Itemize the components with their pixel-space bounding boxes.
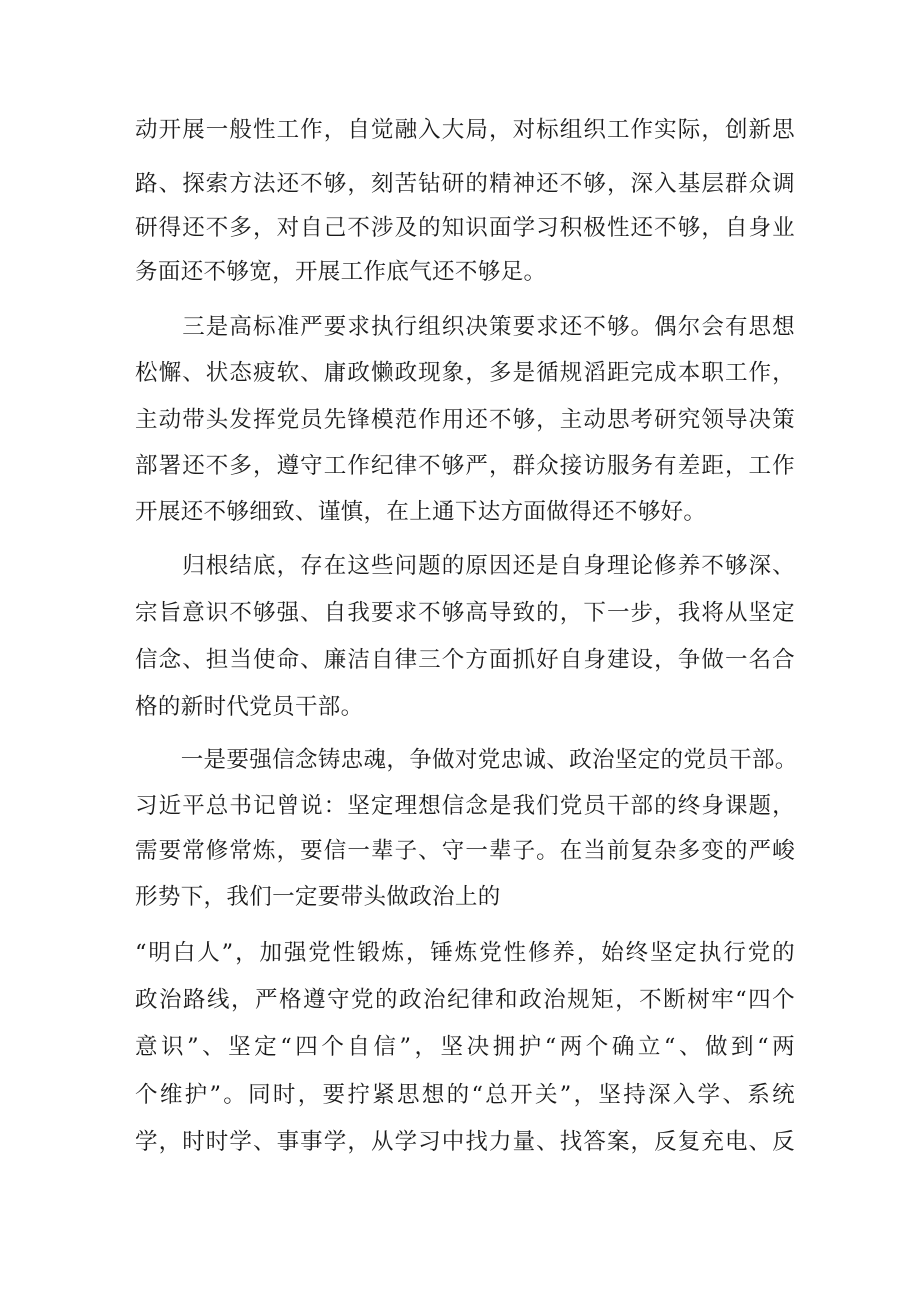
text-line: 动开展一般性工作，自觉融入大局，对标组织工作实际，创新思: [135, 117, 795, 143]
text-line: 学，时时学、事事学，从学习中找力量、找答案，反复充电、反: [135, 1129, 795, 1155]
text-line: 主动带头发挥党员先锋模范作用还不够，主动思考研究领导决策: [135, 407, 795, 433]
text-line: 开展还不够细致、谨慎，在上通下达方面做得还不够好。: [135, 499, 707, 525]
text-line: 形势下，我们一定要带头做政治上的: [135, 884, 501, 910]
text-line: 一是要强信念铸忠魂，争做对党忠诚、政治坚定的党员干部。: [135, 747, 798, 773]
text-line: 路、探索方法还不够，刻苦钻研的精神还不够，深入基层群众调: [135, 171, 795, 197]
text-line: “明白人”，加强党性锻炼，锤炼党性修养，始终坚定执行党的: [135, 940, 795, 966]
text-line: 归根结底，存在这些问题的原因还是自身理论修养不够深、: [135, 553, 795, 579]
text-line: 需要常修常炼，要信一辈子、守一辈子。在当前复杂多变的严峻: [135, 838, 795, 864]
text-line: 部署还不多，遵守工作纪律不够严，群众接访服务有差距，工作: [135, 453, 795, 479]
text-line: 政治路线，严格遵守党的政治纪律和政治规矩，不断树牢“四个: [135, 987, 795, 1013]
text-line: 松懈、状态疲软、庸政懒政现象，多是循规滔距完成本职工作，: [135, 360, 795, 386]
text-line: 个维护”。同时，要拧紧思想的“总开关”，坚持深入学、系统: [135, 1082, 795, 1108]
text-line: 研得还不多，对自己不涉及的知识面学习积极性还不够，自身业: [135, 215, 795, 241]
text-line: 信念、担当使命、廉洁自律三个方面抓好自身建设，争做一名合: [135, 647, 795, 673]
text-line: 宗旨意识不够强、自我要求不够高导致的，下一步，我将从坚定: [135, 600, 795, 626]
text-line: 格的新时代党员干部。: [135, 694, 364, 720]
text-line: 务面还不够宽，开展工作底气还不够足。: [135, 259, 547, 285]
text-line: 习近平总书记曾说：坚定理想信念是我们党员干部的终身课题，: [135, 793, 795, 819]
text-line: 意识”、坚定“四个自信”，坚决拥护“两个确立“、做到“两: [135, 1034, 795, 1060]
text-line: 三是高标准严要求执行组织决策要求还不够。偶尔会有思想: [135, 314, 795, 340]
